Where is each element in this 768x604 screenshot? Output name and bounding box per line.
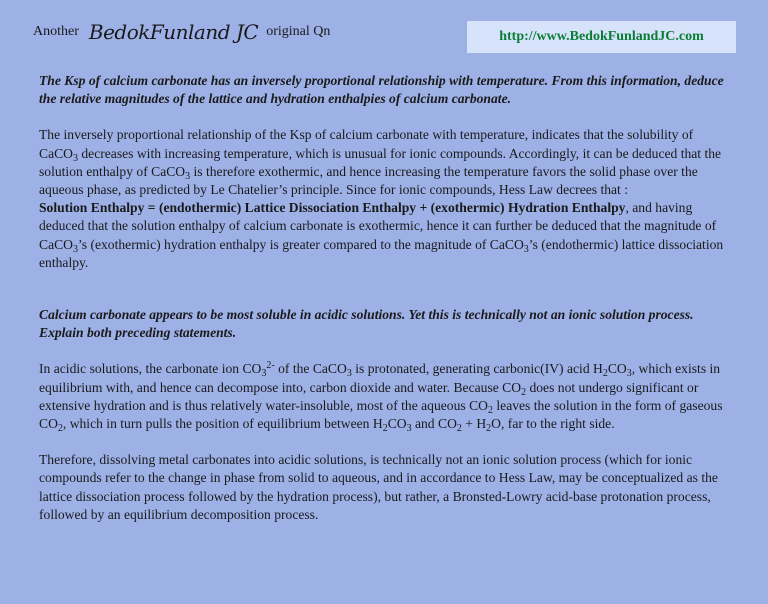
header-suffix: original Qn bbox=[266, 24, 331, 39]
question-2: Calcium carbonate appears to be most soluble in acidic solutions. Yet this is technically not an ionic solution process. Explain both preceding statements. bbox=[39, 307, 694, 341]
document-body bbox=[39, 72, 735, 524]
website-link[interactable]: http://www.BedokFunlandJC.com bbox=[467, 21, 736, 53]
answer-2a: In acidic solutions, the carbonate ion $CO_3^{2-}$ of the CaCO$_3$ is protonated, generating carbonic(IV) acid $H_2CO_3$, which exists in equilibrium with, and hence can decompose into, carbon dioxide and water. Because $CO_2$ does not undergo significant or extensive hydration and is thus relatively water-insoluble, most of the aqueous $CO_2$ leaves the solution in the form of gaseous $CO_2$, which in turn pulls the position of equilibrium between $H_2CO_3$ and $CO_2 + H_2O$, far to the right side. bbox=[39, 360, 723, 435]
brand-logo: BedokFunland JC bbox=[88, 20, 259, 44]
header-prefix: Another bbox=[33, 24, 79, 39]
question-1: The Ksp of calcium carbonate has an inversely proportional relationship with temperature. From this information, deduce the relative magnitudes of the lattice and hydration enthalpies of calcium carbonate. bbox=[39, 73, 724, 107]
answer-2b: Therefore, dissolving metal carbonates into acidic solutions, is technically not an ionic solution process (which for ionic compounds refer to the change in phase from solid to aqueous, and in accordance to Hess Law, may be conceptualized as the lattice dissociation process followed by the hydration process), but rather, a Bronsted-Lowry acid-base protonation process, followed by an equilibrium decomposition process. bbox=[39, 452, 718, 522]
hess-law-equation: Solution Enthalpy = (endothermic) Lattice Dissociation Enthalpy + (exothermic) Hydration Enthalpy bbox=[39, 200, 626, 216]
page-header bbox=[33, 20, 330, 44]
answer-1: The inversely proportional relationship of the Ksp of calcium carbonate with temperature, indicates that the solubility of CaCO$_3$ decreases with increasing temperature, which is unusual for ionic compounds. Accordingly, it can be deduced that the solution enthalpy of CaCO$_3$ is therefore exothermic, and hence increasing the temperature favors the solid phase over the aqueous phase, as predicted by Le Chatelier’s principle. Since for ionic compounds, Hess Law decrees that : Solution Enthalpy = (endothermic) Lattice Dissociation Enthalpy + (exothermic) Hydration Enthalpy, and having deduced that the solution enthalpy of calcium carbonate is exothermic, hence it can further be deduced that the magnitude of CaCO$_3$’s (exothermic) hydration enthalpy is greater compared to the magnitude of CaCO$_3$’s (endothermic) lattice dissociation enthalpy. bbox=[39, 127, 724, 270]
